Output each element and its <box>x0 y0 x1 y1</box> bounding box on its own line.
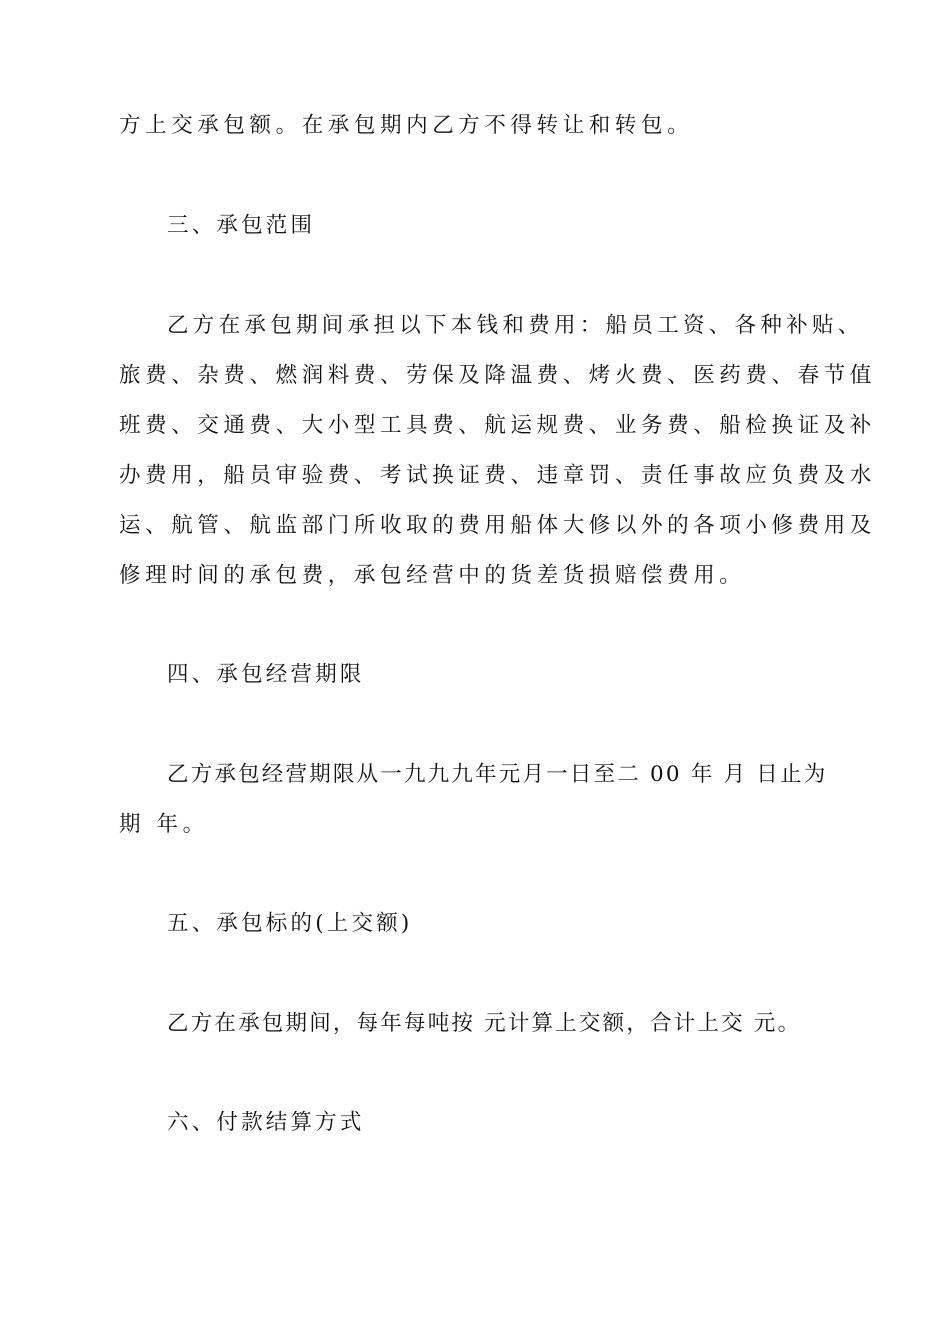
scope-paragraph-line-1: 乙方在承包期间承担以下本钱和费用：船员工资、各种补贴、 <box>167 313 864 338</box>
section-heading-term: 四、承包经营期限 <box>167 662 365 687</box>
target-paragraph-line-1: 乙方在承包期间，每年每吨按 元计算上交额，合计上交 元。 <box>167 1011 802 1036</box>
section-heading-payment: 六、付款结算方式 <box>167 1110 365 1135</box>
scope-paragraph-line-2: 旅费、杂费、燃润料费、劳保及降温费、烤火费、医药费、春节值 <box>119 363 876 388</box>
scope-paragraph-line-5: 运、航管、航监部门所收取的费用船体大修以外的各项小修费用及 <box>119 513 876 538</box>
section-heading-target: 五、承包标的(上交额) <box>167 911 413 936</box>
scope-paragraph-line-3: 班费、交通费、大小型工具费、航运规费、业务费、船检换证及补 <box>119 413 876 438</box>
scope-paragraph-line-4: 办费用，船员审验费、考试换证费、违章罚、责任事故应负费及水 <box>119 463 876 488</box>
term-paragraph-line-1: 乙方承包经营期限从一九九九年元月一日至二 00 年 月 日止为 <box>167 762 828 787</box>
continuation-paragraph: 方上交承包额。在承包期内乙方不得转让和转包。 <box>119 113 694 138</box>
term-paragraph-line-2: 期 年。 <box>119 812 209 837</box>
section-heading-scope: 三、承包范围 <box>167 213 316 238</box>
scope-paragraph-line-6: 修理时间的承包费，承包经营中的货差货损赔偿费用。 <box>119 563 746 588</box>
